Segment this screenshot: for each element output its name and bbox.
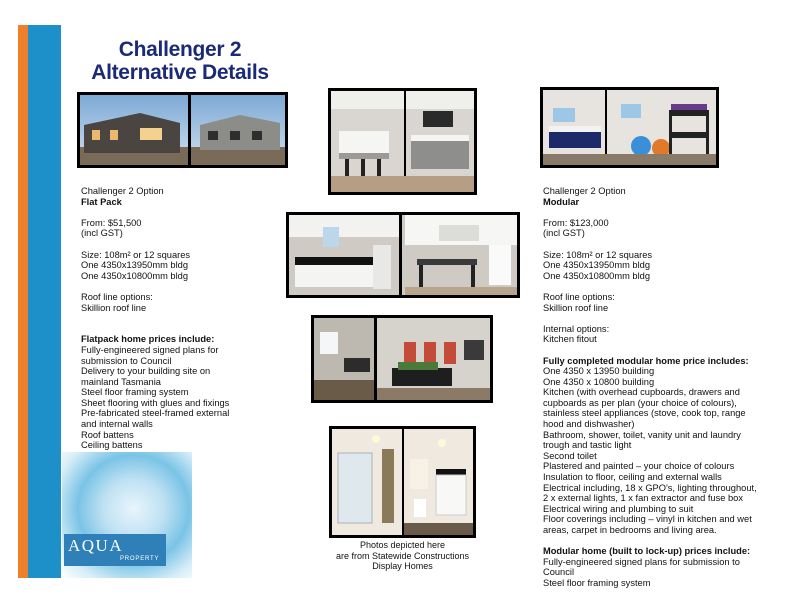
flatpack-line: Roof battens <box>81 429 134 440</box>
flatpack-details <box>81 186 229 451</box>
spacer <box>81 239 229 250</box>
modular-line: Skillion roof line <box>543 302 609 313</box>
modular-line: (incl GST) <box>543 228 585 239</box>
spacer <box>81 207 229 218</box>
spacer <box>543 345 757 356</box>
spacer <box>543 207 757 218</box>
modular-line: Plastered and painted – your choice of colours <box>543 461 735 472</box>
modular-line: hood and dishwasher) <box>543 419 635 430</box>
page-title <box>80 38 280 84</box>
modular-line: One 4350 x 13950 building <box>543 366 655 377</box>
flatpack-line: Challenger 2 Option <box>81 186 164 196</box>
flatpack-line: Flat Pack <box>81 196 122 207</box>
modular-line: cupboards as per plan (your choice of colours), <box>543 397 737 408</box>
flatpack-line: submission to Council <box>81 355 172 366</box>
modular-line: Steel floor framing system <box>543 577 651 588</box>
living-photo-image <box>314 318 490 400</box>
modular-line: Modular home (built to lock-up) prices include: <box>543 546 751 557</box>
caption-line-1: Photos depicted here <box>359 540 446 550</box>
modular-details <box>543 186 757 589</box>
modular-line: Floor coverings including – vinyl in kitchen and wet <box>543 514 752 525</box>
flatpack-line: Pre-fabricated steel-framed external <box>81 408 230 419</box>
bedroom-photo-image <box>543 90 716 165</box>
exterior-photo <box>77 92 288 168</box>
modular-line: Modular <box>543 196 580 207</box>
flatpack-line: (incl GST) <box>81 228 123 239</box>
modular-line: Second toilet <box>543 450 597 461</box>
modular-line: stainless steel appliances (stove, cook top, range <box>543 408 746 419</box>
modular-line: Bathroom, shower, toilet, vanity unit and laundry <box>543 429 741 440</box>
modular-line: areas, carpet in bedrooms and living area. <box>543 525 717 535</box>
modular-line: Insulation to floor, ceiling and external walls <box>543 472 722 483</box>
modular-line: Electrical including, 18 x GPO's, lighting throughout, <box>543 482 757 493</box>
logo-sub: PROPERTY <box>120 556 160 562</box>
title-line-1: Challenger 2 <box>118 38 242 61</box>
kitchen-photo-top <box>328 88 477 195</box>
kitchen-photo-middle <box>286 212 520 298</box>
spacer <box>81 281 229 292</box>
living-photo <box>311 315 493 403</box>
title-line-2: Alternative Details <box>91 61 269 84</box>
spacer <box>543 281 757 292</box>
kitchen-photo-middle-image <box>289 215 517 295</box>
caption-line-2: are from Statewide Constructions <box>335 550 470 561</box>
left-orange-stripe <box>18 25 28 578</box>
flatpack-line: One 4350x10800mm bldg <box>81 270 188 281</box>
modular-line: One 4350x10800mm bldg <box>543 270 650 281</box>
aqua-property-logo <box>64 534 166 566</box>
modular-line: trough and tastic light <box>543 440 632 451</box>
modular-line: Internal options: <box>543 323 610 334</box>
flatpack-line: Delivery to your building site on <box>81 366 211 377</box>
spacer <box>543 313 757 324</box>
bedroom-photo <box>540 87 719 168</box>
spacer <box>81 324 229 335</box>
flatpack-line: mainland Tasmania <box>81 376 161 387</box>
modular-line: Fully completed modular home price includes: <box>543 355 749 366</box>
bathroom-photo <box>329 426 476 538</box>
flatpack-line: Sheet flooring with glues and fixings <box>81 397 230 408</box>
flatpack-line: Size: 108m² or 12 squares <box>81 249 191 260</box>
modular-line: Kitchen (with overhead cupboards, drawers and <box>543 387 740 398</box>
modular-line: Council <box>543 567 575 578</box>
modular-line: One 4350 x 10800 building <box>543 376 655 387</box>
photo-caption <box>315 540 490 572</box>
spacer <box>543 536 757 547</box>
kitchen-photo-top-image <box>331 91 474 192</box>
flatpack-line: Steel floor framing system <box>81 387 189 398</box>
logo-name: AQUA <box>68 536 124 555</box>
modular-line: From: $123,000 <box>543 217 609 228</box>
flatpack-line: Skillion roof line <box>81 302 147 313</box>
spacer <box>543 239 757 250</box>
modular-line: Roof line options: <box>543 291 615 302</box>
modular-line: Kitchen fitout <box>543 334 597 345</box>
flatpack-line: Roof line options: <box>81 291 153 302</box>
modular-line: Electrical wiring and plumbing to suit <box>543 503 694 514</box>
flatpack-line: Fully-engineered signed plans for <box>81 344 219 355</box>
flatpack-line: Ceiling battens <box>81 440 143 451</box>
spacer <box>81 313 229 324</box>
left-blue-stripe <box>28 25 61 578</box>
caption-line-3: Display Homes <box>372 561 433 571</box>
modular-line: One 4350x13950mm bldg <box>543 260 650 271</box>
bathroom-photo-image <box>332 429 473 535</box>
modular-line: Challenger 2 Option <box>543 186 626 196</box>
modular-line: 2 x external lights, 1 x fan extractor and fuse box <box>543 493 743 504</box>
flatpack-line: One 4350x13950mm bldg <box>81 260 188 271</box>
flatpack-line: and internal walls <box>81 419 153 430</box>
exterior-photo-image <box>80 95 285 165</box>
flatpack-line: Flatpack home prices include: <box>81 334 215 345</box>
modular-line: Size: 108m² or 12 squares <box>543 249 653 260</box>
flatpack-line: From: $51,500 <box>81 217 142 228</box>
modular-line: Fully-engineered signed plans for submission to <box>543 556 740 567</box>
